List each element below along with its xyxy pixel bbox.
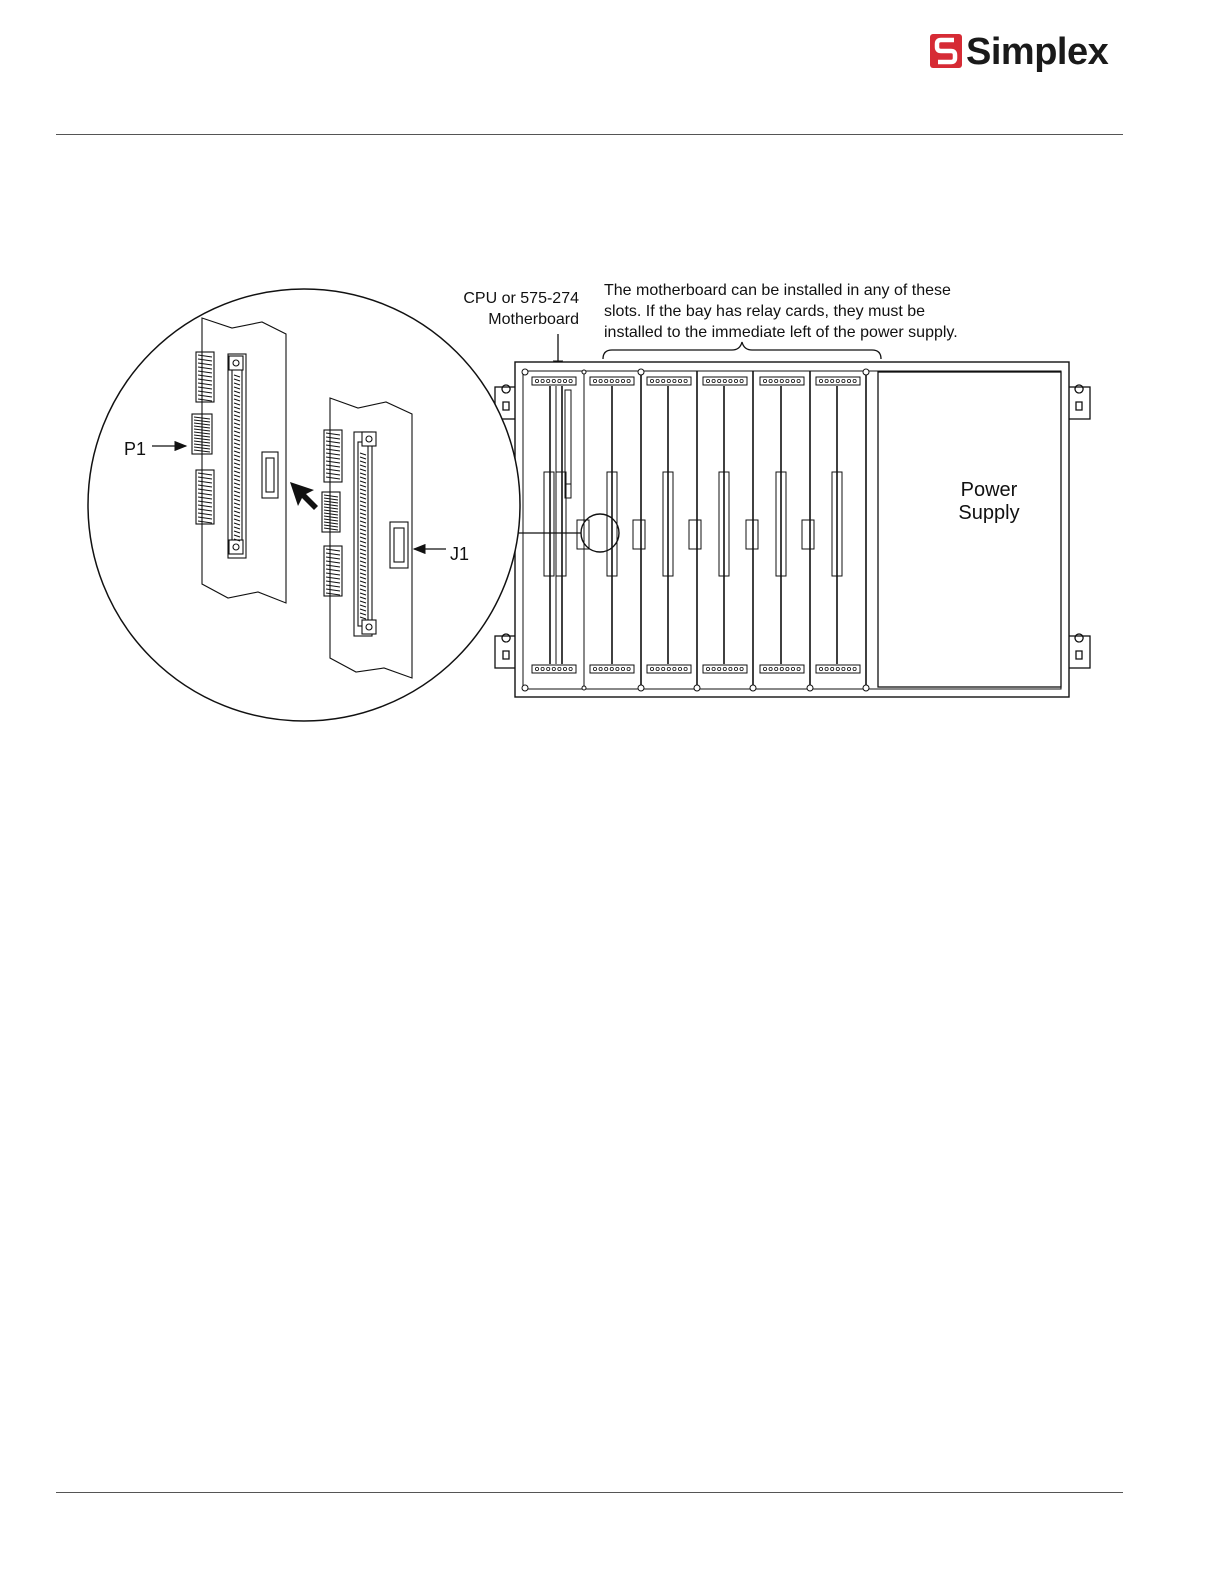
footer-divider bbox=[56, 1492, 1123, 1493]
brand-name: Simplex bbox=[966, 31, 1109, 73]
slots-brace bbox=[603, 342, 881, 359]
zoomed-detail bbox=[88, 289, 520, 721]
slots-note-line1: The motherboard can be installed in any of these bbox=[604, 282, 951, 299]
power-supply bbox=[878, 372, 1061, 687]
power-supply-label-line1: Power bbox=[960, 479, 1018, 501]
cpu-label-line1: CPU or 575-274 bbox=[463, 290, 579, 307]
slots-note-line2: slots. If the bay has relay cards, they must be bbox=[604, 303, 926, 320]
power-supply-label-line2: Supply bbox=[958, 502, 1020, 524]
p1-label: P1 bbox=[124, 439, 147, 459]
j1-label: J1 bbox=[450, 544, 470, 564]
cpu-label-line2: Motherboard bbox=[488, 311, 579, 328]
slots-note-line3: installed to the immediate left of the power supply. bbox=[604, 324, 958, 341]
